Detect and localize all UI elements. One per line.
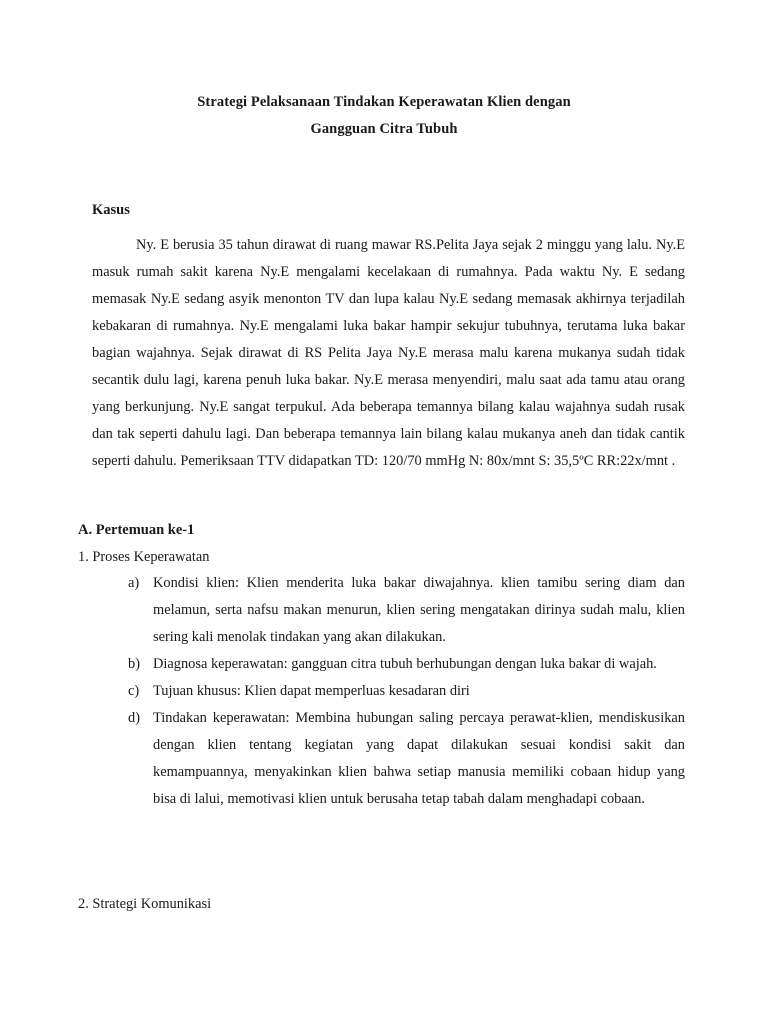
meeting-heading: A. Pertemuan ke-1 (78, 522, 195, 538)
case-paragraph: Ny. E berusia 35 tahun dirawat di ruang mawar RS.Pelita Jaya sejak 2 minggu yang lalu. Ny.E masuk rumah sakit karena Ny.E mengalami kecelakaan di rumahnya. Pada waktu Ny. E sedang memasak Ny.E sedang asyik menonton TV dan lupa kalau Ny.E sedang memasak akhirnya terjadilah kebakaran di rumahnya. Ny.E mengalami luka bakar hampir sekujur tubuhnya, terutama luka bakar bagian wajahnya. Sejak dirawat di RS Pelita Jaya Ny.E merasa malu karena mukanya sudah tidak secantik dulu lagi, karena penuh luka bakar. Ny.E merasa menyendiri, malu saat ada tamu atau orang yang berkunjung. Ny.E sangat terpukul. Ada beberapa temannya bilang kalau wajahnya sudah rusak dan tak seperti dahulu lagi. Dan beberapa temannya lain bilang kalau mukanya aneh dan tidak cantik seperti dahulu. Pemeriksaan TTV didapatkan TD: 120/70 mmHg N: 80x/mnt S: 35,5ºC RR:22x/mnt . (92, 237, 685, 469)
document-title-line-1: Strategi Pelaksanaan Tindakan Keperawatan Klien dengan (197, 94, 571, 110)
list-item-text: Tujuan khusus: Klien dapat memperluas kesadaran diri (153, 683, 470, 699)
list-item-text: Diagnosa keperawatan: gangguan citra tubuh berhubungan dengan luka bakar di wajah. (153, 656, 657, 672)
process-heading: 1. Proses Keperawatan (78, 549, 210, 565)
list-item (128, 705, 685, 813)
list-marker: a) (128, 575, 140, 591)
list-item (128, 651, 685, 678)
list-item (128, 678, 685, 705)
list-marker: b) (128, 656, 140, 672)
process-list (128, 570, 685, 813)
list-item-text: Kondisi klien: Klien menderita luka bakar diwajahnya. klien tamibu sering diam dan melamun, serta nafsu makan menurun, klien sering mengatakan dirinya sudah malu, klien sering kali menolak tindakan yang akan dilakukan. (153, 575, 685, 645)
list-item (128, 570, 685, 651)
list-item-text: Tindakan keperawatan: Membina hubungan saling percaya perawat-klien, mendiskusikan dengan klien tentang kegiatan yang dapat dilakukan sesuai kondisi sakit dan kemampuannya, menyakinkan klien bahwa setiap manusia memiliki cobaan hidup yang bisa di lalui, memotivasi klien untuk berusaha tetap tabah dalam menghadapi cobaan. (153, 710, 685, 807)
list-marker: c) (128, 683, 140, 699)
case-heading: Kasus (92, 202, 130, 218)
list-marker: d) (128, 710, 140, 726)
communication-heading: 2. Strategi Komunikasi (78, 896, 212, 912)
document-title-line-2: Gangguan Citra Tubuh (310, 121, 458, 137)
